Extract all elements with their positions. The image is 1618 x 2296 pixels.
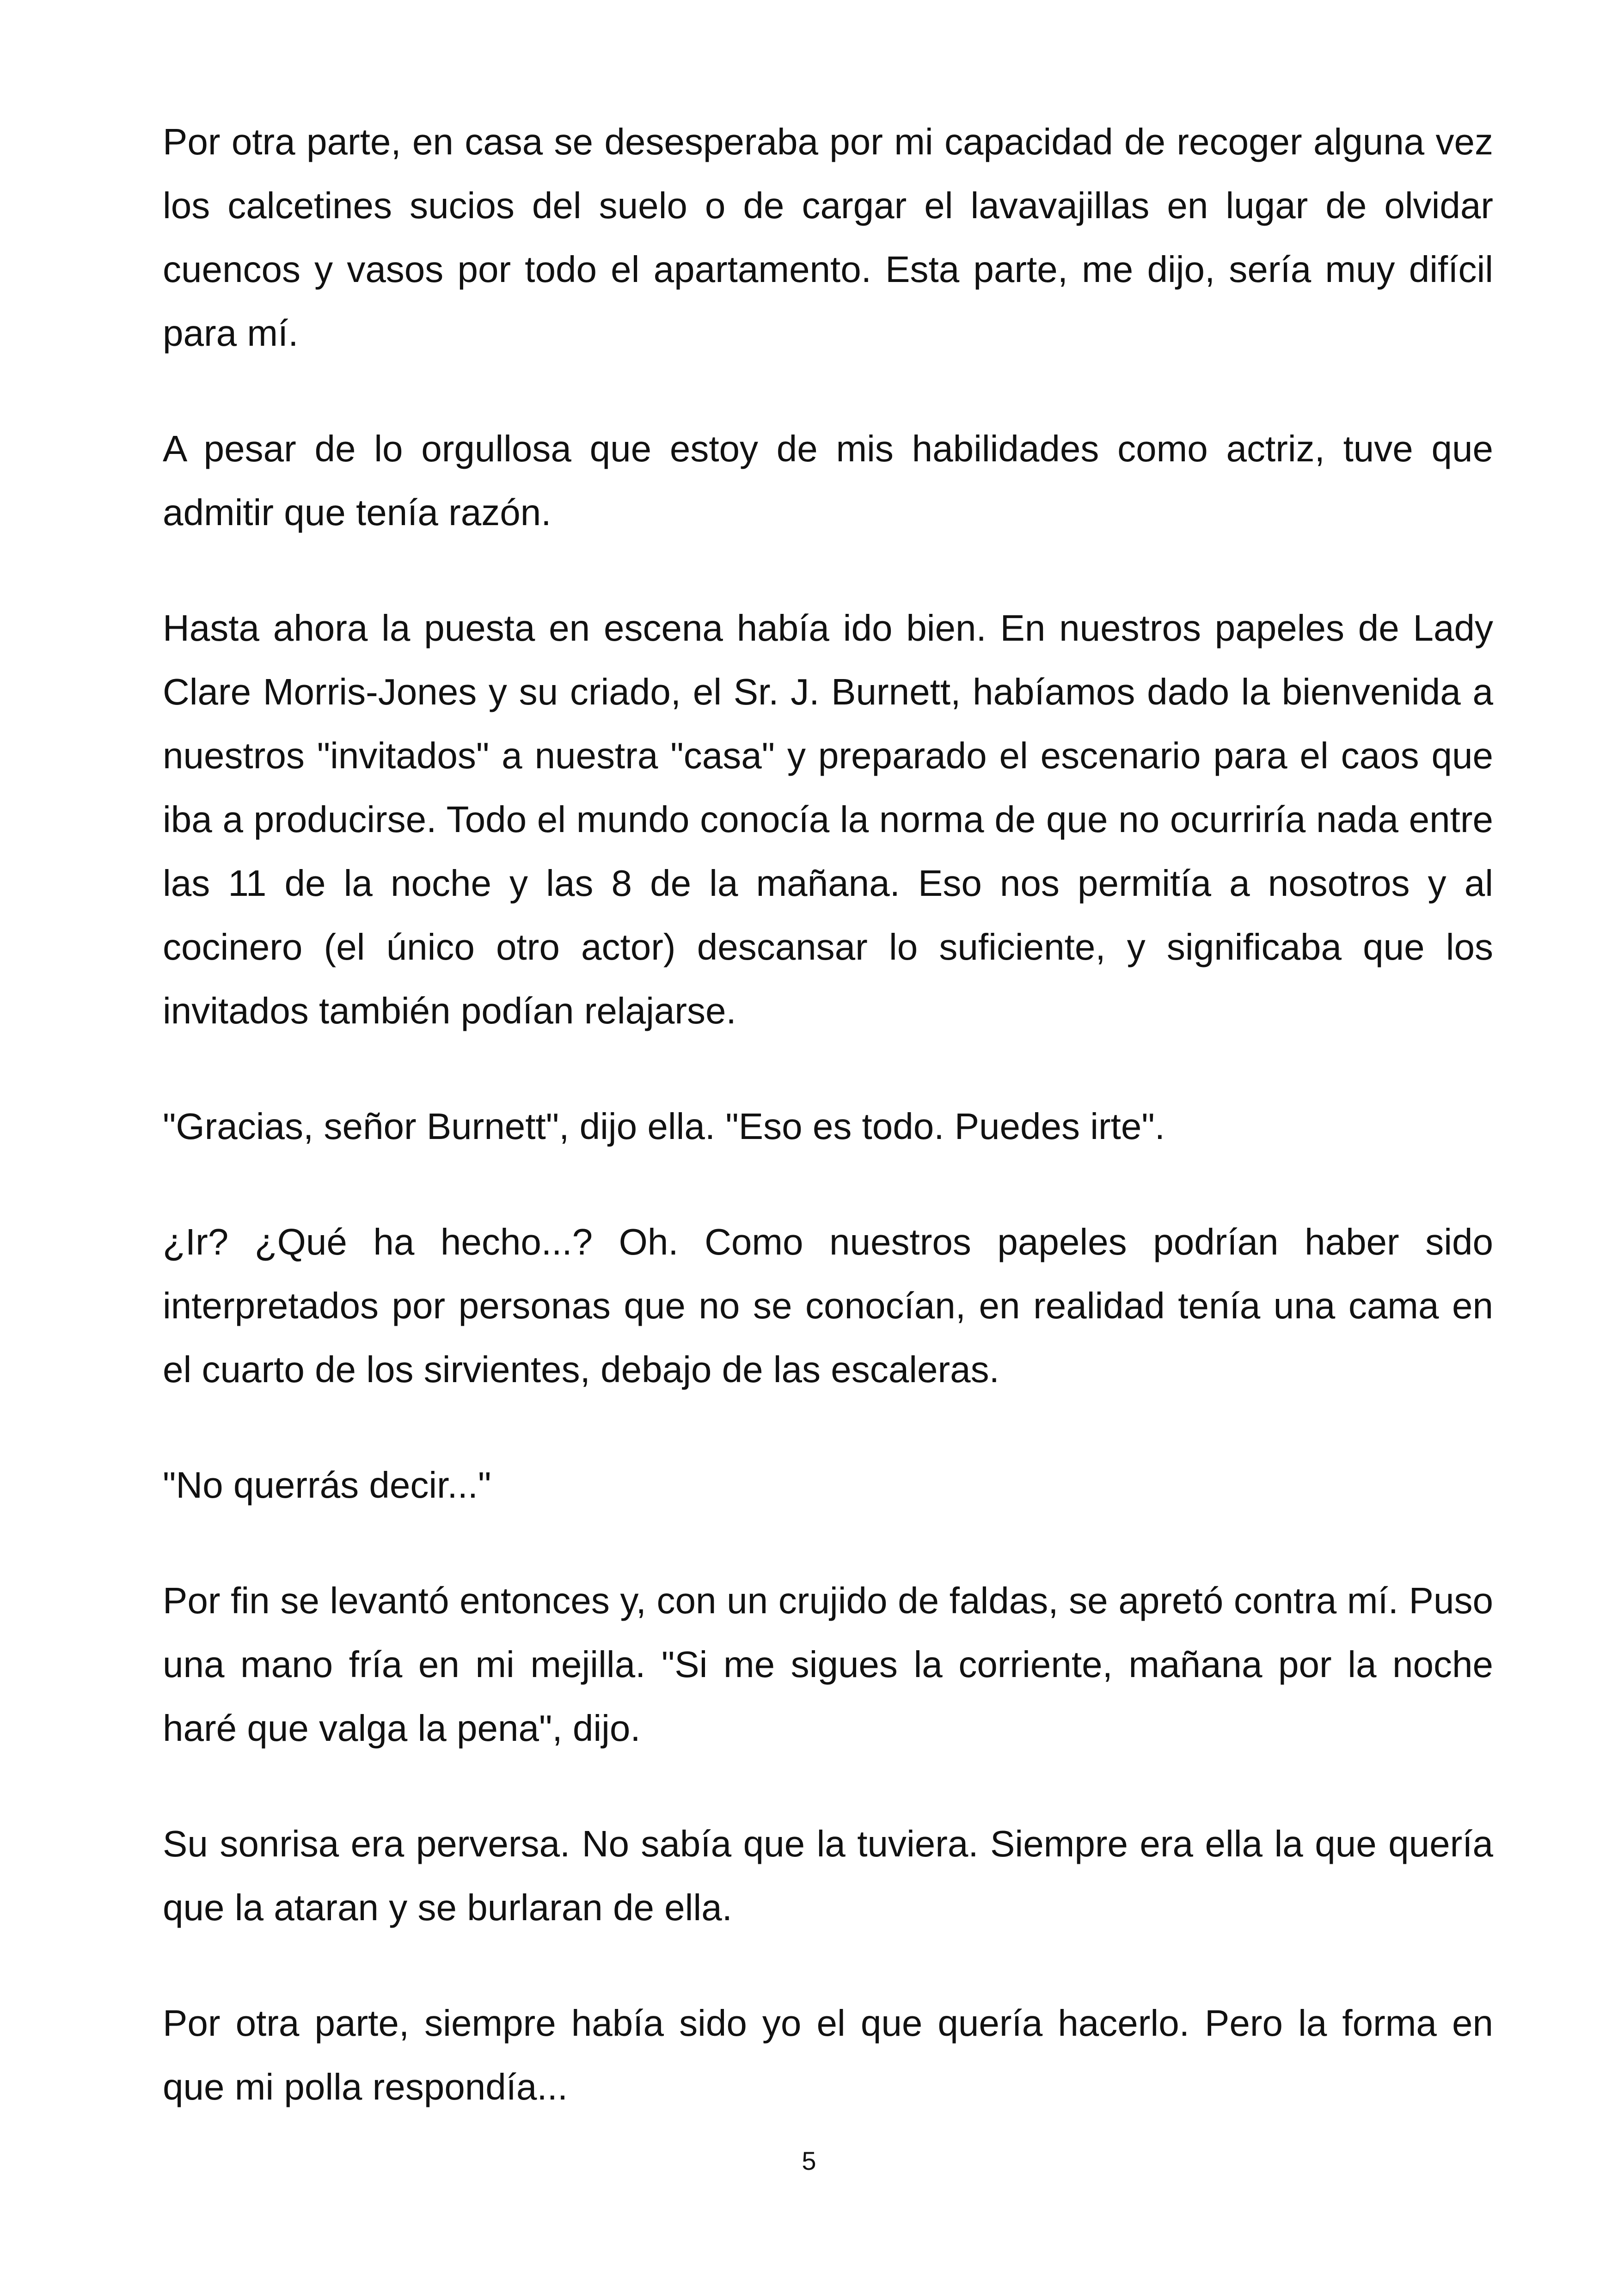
body-text xyxy=(163,110,1493,2171)
paragraph-8: Su sonrisa era perversa. No sabía que la tuviera. Siempre era ella la que quería que la ataran y se burlaran de ella. xyxy=(163,1823,1493,1928)
paragraph-6: "No querrás decir..." xyxy=(163,1464,491,1506)
paragraph-1: Por otra parte, en casa se desesperaba por mi capacidad de recoger alguna vez los calcetines sucios del suelo o de cargar el lavavajillas en lugar de olvidar cuencos y vasos por todo el apartamento. Esta parte, me dijo, sería muy difícil para mí. xyxy=(163,121,1493,354)
paragraph-7: Por fin se levantó entonces y, con un crujido de faldas, se apretó contra mí. Puso una mano fría en mi mejilla. "Si me sigues la corriente, mañana por la noche haré que valga la pena", dijo. xyxy=(163,1580,1493,1749)
paragraph-9: Por otra parte, siempre había sido yo el que quería hacerlo. Pero la forma en que mi polla respondía... xyxy=(163,2002,1493,2107)
paragraph-4: "Gracias, señor Burnett", dijo ella. "Eso es todo. Puedes irte". xyxy=(163,1106,1165,1147)
paragraph-3: Hasta ahora la puesta en escena había ido bien. En nuestros papeles de Lady Clare Morris-Jones y su criado, el Sr. J. Burnett, habíamos dado la bienvenida a nuestros "invitados" a nuestra "casa" y preparado el escenario para el caos que iba a producirse. Todo el mundo conocía la norma de que no ocurriría nada entre las 11 de la noche y las 8 de la mañana. Eso nos permitía a nosotros y al cocinero (el único otro actor) descansar lo suficiente, y significaba que los invitados también podían relajarse. xyxy=(163,607,1493,1031)
paragraph-5: ¿Ir? ¿Qué ha hecho...? Oh. Como nuestros papeles podrían haber sido interpretados por personas que no se conocían, en realidad tenía una cama en el cuarto de los sirvientes, debajo de las escaleras. xyxy=(163,1221,1493,1390)
page-number: 5 xyxy=(802,2146,816,2175)
paragraph-2: A pesar de lo orgullosa que estoy de mis habilidades como actriz, tuve que admitir que tenía razón. xyxy=(163,428,1493,533)
